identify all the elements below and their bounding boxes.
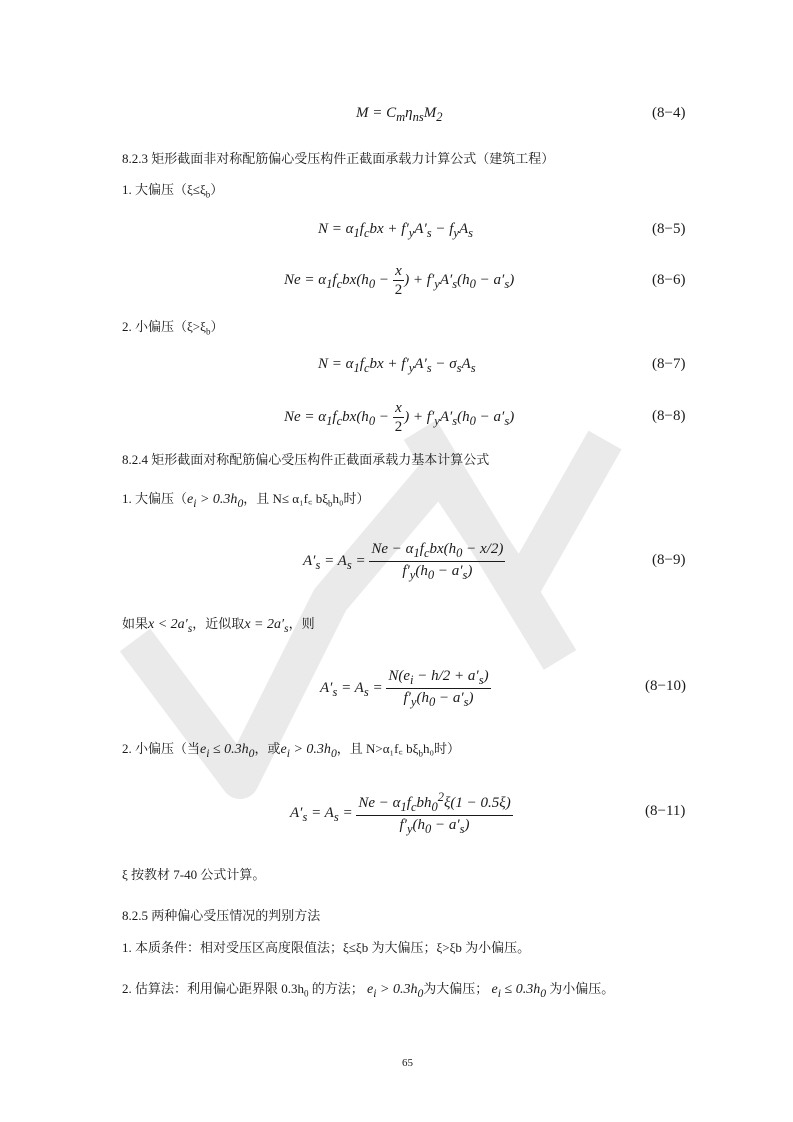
method-1: 1. 本质条件：相对受压区高度限值法；ξ≤ξb 为大偏压；ξ>ξb 为小偏压。 [122, 940, 531, 955]
equation-number: (8−7) [652, 356, 686, 372]
equation-8-8: $Ne = \alpha_1f_cbx(h_0$ − $\frac{x}{2}$ ) + $f'_yA'_s(h_0 - a'_s)$ [284, 400, 515, 435]
equation-number: (8−6) [652, 272, 686, 288]
section-heading-8-2-5: 8.2.5 两种偏心受压情况的判别方法 [122, 908, 321, 923]
equation-8-5: $N = \alpha_1f_cbx + f'_yA'_s - f_yA_s$ [318, 221, 474, 240]
symmetric-small-case: 2. 小偏压（当$e_i \le 0.3h_0$，或$e_i > 0.3h_0$，且 N>α₁f꜀ $b\xi_bh_0$时） [122, 741, 460, 760]
section-heading-8-2-4: 8.2.4 矩形截面对称配筋偏心受压构件正截面承载力基本计算公式 [122, 452, 490, 467]
symmetric-large-case: 1. 大偏压（$e_i > 0.3h_0$，且 N≤ α₁f꜀ $b\xi_bh_0$时） [122, 491, 370, 510]
equation-8-10: $A'_s = A_s$ = $\frac{N(e_i - h/2 + a'_s)}{f'_y(h_0 - a'_s)}$ [320, 668, 489, 709]
approximation-note: 如果$x < 2a'_s$，近似取$x = 2a'_s$，则 [122, 616, 315, 635]
section-heading-8-2-3: 8.2.3 矩形截面非对称配筋偏心受压构件正截面承载力计算公式（建筑工程） [122, 151, 555, 166]
page-number: 65 [402, 1057, 413, 1069]
equation-8-11: $A'_s = A_s$ = $\frac{Ne - \alpha_1f_cbh_0^2\xi(1 - 0.5\xi)}{f'_y(h_0 - a'_s)}$ [290, 790, 511, 836]
case-large-eccentric: 1. 大偏压$(\xi\le\xi_b)$ [122, 182, 224, 200]
method-2: 2. 估算法：利用偏心距界限 $0.3h_0$ 的方法； $e_i > 0.3h_0$为大偏压； $e_i \le 0.3h_0$ 为小偏压。 [122, 981, 615, 1000]
equation-8-6: $Ne = \alpha_1f_cbx(h_0$ − $\frac{x}{2}$ ) + $f'_yA'_s(h_0 - a'_s)$ [284, 263, 515, 298]
equation-8-4: $M = C_m\eta_{ns}M_2$ [356, 105, 443, 124]
xi-note: ξ 按教材 7-40 公式计算。 [122, 867, 266, 882]
equation-number: (8−11) [645, 803, 686, 819]
equation-8-9: $A'_s = A_s$ = $\frac{Ne - \alpha_1f_cbx(h_0 - x/2)}{f'_y(h_0 - a'_s)}$ [303, 541, 504, 582]
equation-number: (8−10) [645, 678, 686, 694]
case-small-eccentric: 2. 小偏压$(\xi>\xi_b)$ [122, 319, 224, 337]
equation-number: (8−4) [652, 105, 686, 121]
equation-number: (8−8) [652, 408, 686, 424]
equation-8-7: $N = \alpha_1f_cbx + f'_yA'_s - \sigma_sA_s$ [318, 356, 476, 375]
equation-number: (8−5) [652, 221, 686, 237]
equation-number: (8−9) [652, 552, 686, 568]
